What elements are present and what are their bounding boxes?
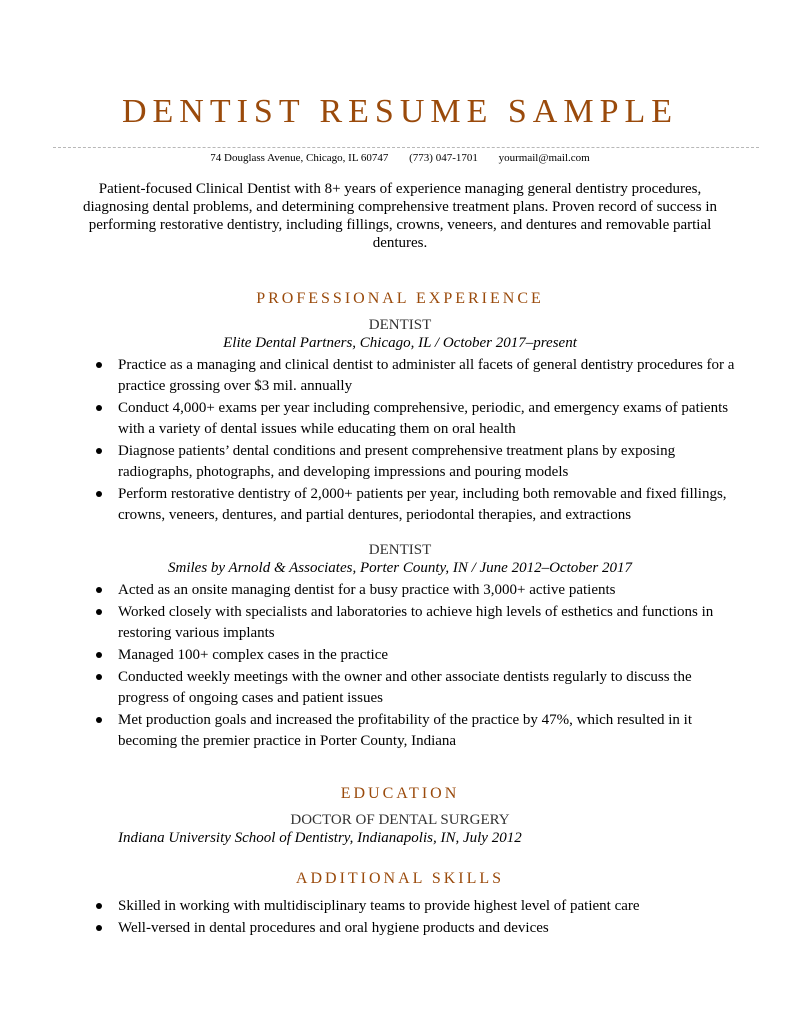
skills-bullets: [118, 896, 738, 940]
job-bullets-1: [118, 355, 738, 527]
section-heading-skills: ADDITIONAL SKILLS: [295, 870, 505, 887]
list-item: Perform restorative dentistry of 2,000+ patients per year, including both removable and fixed fillings, crowns, veneers, dentures, and partial dentures, periodontal therapies, and extractions: [118, 484, 738, 526]
education-degree: DOCTOR OF DENTAL SURGERY: [290, 812, 510, 828]
list-item: Practice as a managing and clinical dentist to administer all facets of general dentistry procedures for a practice grossing over $3 mil. annually: [118, 355, 738, 397]
contact-address: 74 Douglass Avenue, Chicago, IL 60747: [210, 152, 389, 164]
list-item: Acted as an onsite managing dentist for a busy practice with 3,000+ active patients: [118, 580, 738, 601]
list-item: Well-versed in dental procedures and oral hygiene products and devices: [118, 918, 738, 939]
summary-paragraph: Patient-focused Clinical Dentist with 8+ years of experience managing general dentistry procedures, diagnosing dental problems, and determining comprehensive treatment plans. Proven record of success in performing restorative dentistry, including fillings, crowns, veneers, and dentures and removable partial dentures.: [83, 181, 717, 251]
section-heading-experience: PROFESSIONAL EXPERIENCE: [256, 290, 544, 307]
list-item: Met production goals and increased the profitability of the practice by 47%, which resulted in it becoming the premier practice in Porter County, Indiana: [118, 710, 738, 752]
contact-email: yourmail@mail.com: [498, 152, 590, 164]
list-item: Skilled in working with multidisciplinary teams to provide highest level of patient care: [118, 896, 738, 917]
job-title-1: DENTIST: [368, 317, 432, 333]
job-title-2: DENTIST: [368, 542, 432, 558]
job-employer-1: Elite Dental Partners, Chicago, IL / October 2017–present: [223, 335, 577, 351]
list-item: Worked closely with specialists and laboratories to achieve high levels of esthetics and functions in restoring various implants: [118, 602, 738, 644]
list-item: Diagnose patients’ dental conditions and present comprehensive treatment plans by exposing radiographs, photographs, and developing impressions and pouring models: [118, 441, 738, 483]
resume-title: DENTIST RESUME SAMPLE: [121, 93, 679, 130]
education-school: Indiana University School of Dentistry, Indianapolis, IN, July 2012: [118, 830, 522, 846]
section-heading-education: EDUCATION: [340, 785, 460, 802]
job-employer-2: Smiles by Arnold & Associates, Porter County, IN / June 2012–October 2017: [168, 560, 632, 576]
contact-phone: (773) 047-1701: [409, 152, 478, 164]
list-item: Conducted weekly meetings with the owner and other associate dentists regularly to discuss the progress of ongoing cases and patient issues: [118, 667, 738, 709]
list-item: Conduct 4,000+ exams per year including comprehensive, periodic, and emergency exams of patients with a variety of dental issues while educating them on oral health: [118, 398, 738, 440]
contact-line: [0, 151, 800, 165]
job-bullets-2: [118, 580, 738, 753]
list-item: Managed 100+ complex cases in the practice: [118, 645, 738, 666]
header-divider: [53, 147, 759, 148]
